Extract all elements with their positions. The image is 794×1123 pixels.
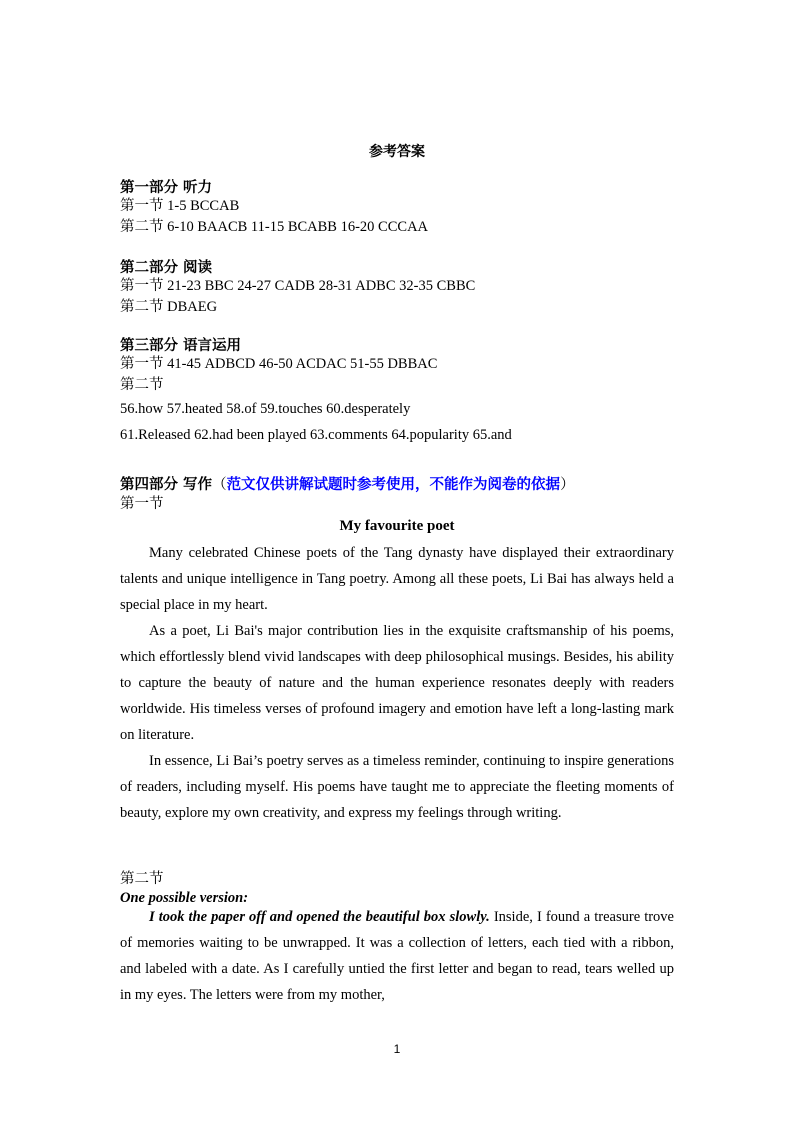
page-number: 1 — [393, 1042, 401, 1056]
part1-heading: 第一部分 听力 — [120, 180, 213, 196]
part4-heading: 第四部分 写作 — [120, 477, 213, 493]
part3-line2: 第二节 — [120, 377, 164, 393]
version-label: One possible version: — [120, 890, 249, 906]
part3-heading: 第三部分 语言运用 — [120, 338, 242, 354]
essay-title: My favourite poet — [339, 518, 455, 534]
part4-section1-label: 第一节 — [120, 496, 164, 512]
part3-line3: 56.how 57.heated 58.of 59.touches 60.desperately — [120, 401, 411, 417]
note-open-paren: （ — [212, 477, 227, 493]
part2-line1: 第一节 21-23 BBC 24-27 CADB 28-31 ADBC 32-35 CBBC — [120, 278, 476, 294]
note-close-paren: ） — [560, 477, 575, 493]
page-title: 参考答案 — [369, 144, 425, 160]
part4-section2-label: 第二节 — [120, 871, 164, 887]
part2-heading: 第二部分 阅读 — [120, 260, 213, 276]
part2-line2: 第二节 DBAEG — [120, 299, 218, 315]
essay-paragraph-1: Many celebrated Chinese poets of the Tang dynasty have displayed their extraordinary talents and unique intelligence in Tang poetry. Among all these poets, Li Bai has always held a special place in my heart. — [120, 545, 674, 613]
essay-paragraph-2: As a poet, Li Bai's major contribution lies in the exquisite craftsmanship of his poems, which effortlessly blend vivid landscapes with deep philosophical musings. Besides, his ability to capture the beauty of nature and the human experience resonates deeply with readers worldwide. His timeless verses of profound imagery and emotion have left a long-lasting mark on literature. — [120, 623, 674, 743]
part4-heading-row — [120, 473, 575, 494]
part4-note: 范文仅供讲解试题时参考使用，不能作为阅卷的依据 — [226, 477, 561, 493]
part1-line1: 第一节 1-5 BCCAB — [120, 198, 240, 214]
part3-line1: 第一节 41-45 ADBCD 46-50 ACDAC 51-55 DBBAC — [120, 356, 438, 372]
essay-paragraph-4 — [120, 904, 674, 1008]
part1-line2: 第二节 6-10 BAACB 11-15 BCABB 16-20 CCCAA — [120, 219, 429, 235]
paragraph-4-rest: Inside, I found a treasure trove of memories waiting to be unwrapped. It was a collection of letters, each tied with a ribbon, and labeled with a date. As I carefully untied the first letter and began to read, tears welled up in my eyes. The letters were from my mother, — [120, 909, 674, 1003]
essay-paragraph-3: In essence, Li Bai’s poetry serves as a timeless reminder, continuing to inspire generations of readers, including myself. His poems have taught me to appreciate the fleeting moments of beauty, explore my own creativity, and express my feelings through writing. — [120, 753, 674, 821]
part3-line4: 61.Released 62.had been played 63.comments 64.popularity 65.and — [120, 427, 512, 443]
paragraph-4-lead: I took the paper off and opened the beautiful box slowly. — [149, 909, 490, 925]
